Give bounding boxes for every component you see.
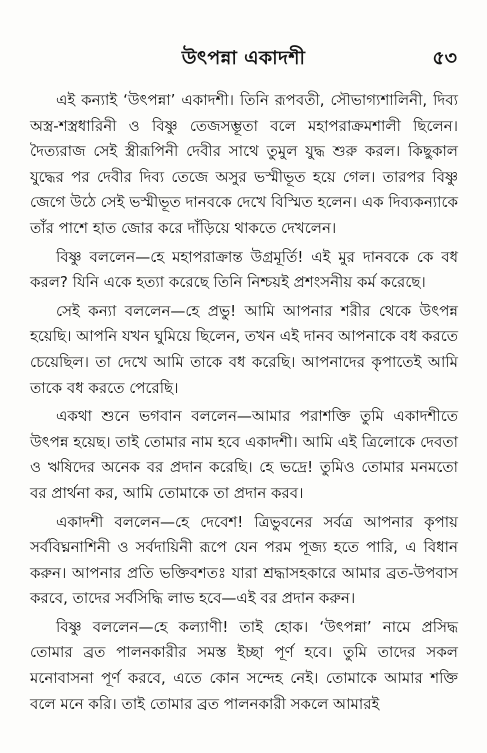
chapter-title: উৎপন্না একাদশী (181, 47, 306, 69)
paragraph-4: একথা শুনে ভগবান বললেন—আমার পরাশক্তি তুমি একাদশীতে উৎপন্ন হয়েছ। তাই তোমার নাম হবে একাদশী। আমি এই ত্রিলোকে দেবতা ও ঋষিদের অনেক বর প্রদান করেছি। হে ভদ্রে! তুমিও তোমার মনমতো বর প্রার্থনা কর, আমি তোমাকে তা প্রদান করব। (30, 407, 458, 502)
body-text (30, 88, 458, 720)
paragraph-5: একাদশী বললেন—হে দেবেশ! ত্রিভুবনের সর্বত্র আপনার কৃপায় সর্ববিঘ্ননাশিনী ও সর্বদায়িনী রূপে যেন পরম পূজ্য হতে পারি, এ বিধান করুন। আপনার প্রতি ভক্তিবশতঃ যারা শ্রদ্ধাসহকারে আমার ব্রত-উপবাস করবে, তাদের সর্বসিদ্ধি লাভ হবে—এই বর প্রদান করুন। (30, 512, 458, 608)
paragraph-1: এই কন্যাই ‘উৎপন্না’ একাদশী। তিনি রূপবতী, সৌভাগ্যশালিনী, দিব্য অস্ত্র-শস্ত্রধারিনী ও বিষ্ণু তেজসম্ভূতা বলে মহাপরাক্রমশালী ছিলেন। দৈত্যরাজ সেই স্ত্রীরূপিনী দেবীর সাথে তুমুল যুদ্ধ শুরু করল। কিছুকাল যুদ্ধের পর দেবীর দিব্য তেজে অসুর ভস্মীভূত হয়ে গেল। তারপর বিষ্ণু জেগে উঠে সেই ভস্মীভূত দানবকে দেখে বিস্মিত হলেন। এক দিব্যকন্যাকে তাঁর পাশে হাত জোর করে দাঁড়িয়ে থাকতে দেখলেন। (30, 91, 458, 237)
page-header (30, 44, 457, 74)
paragraph-6: বিষ্ণু বললেন—হে কল্যাণী! তাই হোক। ‘উৎপন্না’ নামে প্রসিদ্ধ তোমার ব্রত পালনকারীর সমস্ত ইচ্ছা পূর্ণ হবে। তুমি তাদের সকল মনোবাসনা পূর্ণ করবে, এতে কোন সন্দেহ নেই। তোমাকে আমার শক্তি বলে মনে করি। তাই তোমার ব্রত পালনকারী সকলে আমারই (30, 617, 458, 713)
paragraph-2: বিষ্ণু বললেন—হে মহাপরাক্রান্ত উগ্রমূর্তি! এই মুর দানবকে কে বধ করল? যিনি একে হত্যা করেছে তিনি নিশ্চয়ই প্রশংসনীয় কর্ম করেছে। (30, 247, 458, 292)
paragraph-3: সেই কন্যা বললেন—হে প্রভু! আমি আপনার শরীর থেকে উৎপন্ন হয়েছি। আপনি যখন ঘুমিয়ে ছিলেন, তখন এই দানব আপনাকে বধ করতে চেয়েছিল। তা দেখে আমি তাকে বধ করেছি। আপনাদের কৃপাতেই আমি তাকে বধ করতে পেরেছি। (30, 301, 458, 397)
page-number: ৫৩ (432, 47, 457, 69)
